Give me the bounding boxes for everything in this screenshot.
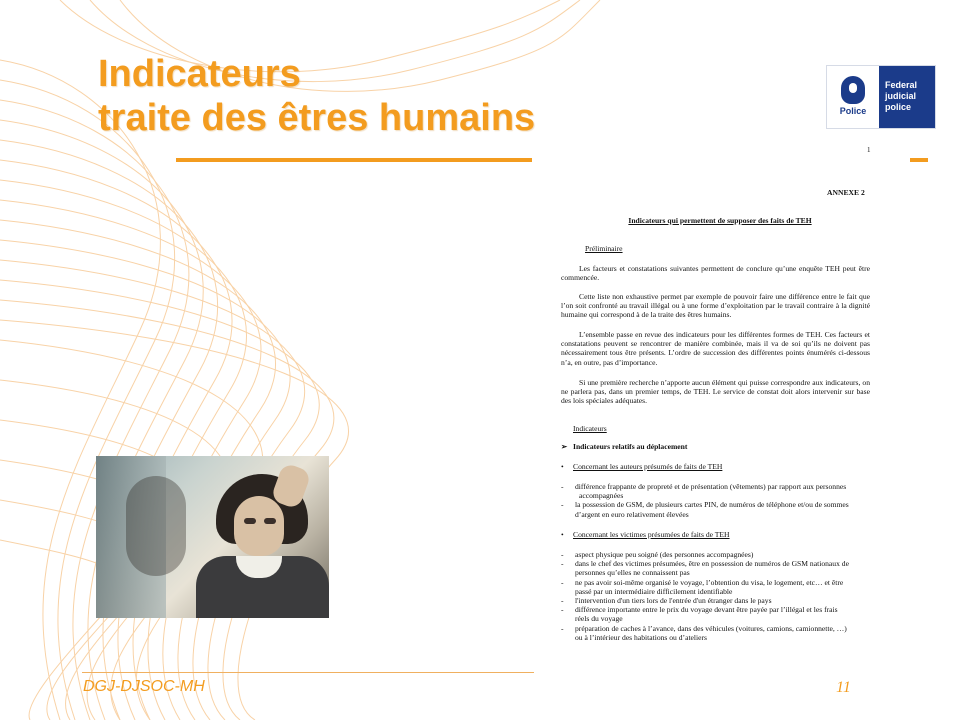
list-item: - préparation de caches à l’avance, dans des véhicules (voitures, camions, camionnette, …)	[561, 624, 870, 633]
annex-document-page	[533, 140, 907, 668]
document-section-1-title-text: Concernant les auteurs présumés de faits de TEH	[573, 462, 723, 471]
list-item: ou à l’intérieur des habitations ou d’ateliers	[575, 632, 708, 642]
police-emblem-icon	[841, 76, 865, 104]
logo-police-text: Police	[839, 106, 867, 116]
document-section-1-title	[561, 462, 722, 471]
list-item: - différence importante entre le prix du voyage devant être payée par l’illégal et les frais	[561, 605, 870, 614]
list-item: accompagnées	[579, 491, 624, 501]
document-main-bullet	[561, 442, 687, 451]
victim-photo	[96, 456, 329, 618]
list-item: - la possession de GSM, de plusieurs cartes PIN, de numéros de téléphone et/ou de sommes	[561, 500, 870, 509]
list-item: - aspect physique peu soigné (des personnes accompagnées)	[561, 550, 870, 559]
footer-department-label: DGJ-DJSOC-MH	[83, 678, 205, 695]
document-section-2-list	[561, 550, 870, 642]
federal-police-logo	[826, 65, 936, 129]
photo-eye	[264, 518, 276, 524]
logo-line-federal: Federal	[885, 80, 918, 90]
document-section-2-title	[561, 530, 730, 539]
arrow-bullet-icon: ➢	[561, 442, 568, 451]
document-preliminary-label: Préliminaire	[585, 244, 623, 253]
photo-face	[234, 496, 284, 556]
slide-page-number: 11	[836, 679, 851, 696]
list-item: - ne pas avoir soi-même organisé le voyage, l’obtention du visa, le logement, etc… et être	[561, 578, 870, 587]
list-item: d’argent en euro relativement élevées	[575, 509, 689, 519]
document-paragraph: Si une première recherche n’apporte aucun élément qui puisse correspondre aux indicateurs, on ne parlera pas, dans un premier temps, de TEH. Le service de constat doit alors intervenir sur base des lois spéciales adéquates.	[561, 378, 870, 406]
document-main-bullet-text: Indicateurs relatifs au déplacement	[573, 442, 688, 451]
logo-text-panel	[879, 66, 935, 128]
list-item: - dans le chef des victimes présumées, être en possession de numéros de GSM nationaux de	[561, 559, 870, 568]
slide-title-line-2: traite des êtres humains	[98, 97, 536, 139]
photo-eye	[244, 518, 256, 524]
document-section-2-title-text: Concernant les victimes présumées de faits de TEH	[573, 530, 730, 539]
document-section-1-list	[561, 482, 870, 519]
title-underline	[176, 158, 532, 162]
list-item: réels du voyage	[575, 614, 623, 624]
document-heading: Indicateurs qui permettent de supposer des faits de TEH	[628, 216, 812, 225]
document-paragraph: Cette liste non exhaustive permet par exemple de pouvoir faire une différence entre le fait que l’on soit confronté au travail illégal ou à une forme d’exploitation par le travail contraire à la dignité humaine qui correspond à de la traite des êtres humains.	[561, 292, 870, 320]
list-item: passé par un intermédiaire difficilement identifiable	[575, 586, 733, 596]
list-item: - différence frappante de propreté et de présentation (vêtements) par rapport aux personnes	[561, 482, 870, 491]
bullet-dot-icon: •	[561, 462, 564, 471]
slide-title-line-1: Indicateurs	[98, 53, 301, 95]
orange-accent-mark	[910, 158, 928, 162]
document-paragraph: L’ensemble passe en revue des indicateurs pour les différentes formes de TEH. Ces facteurs et constatations peuvent se rencontrer de manière combinée, mais il va de soi qu’ils ne doivent pas nécessairement tous être présents. L’ordre de succession des différentes points énumérés ci-dessous n’a, en outre, pas d’importance.	[561, 330, 870, 367]
document-indicators-label: Indicateurs	[573, 424, 607, 433]
footer-divider	[82, 672, 534, 673]
logo-line-police: police	[885, 102, 912, 112]
logo-line-judicial: judicial	[885, 91, 917, 101]
logo-emblem-panel	[827, 66, 879, 128]
list-item: personnes qu’elles ne connaissent pas	[575, 568, 690, 578]
photo-reflection	[126, 476, 186, 576]
document-paragraph: Les facteurs et constatations suivantes permettent de conclure qu’une enquête TEH peut être commencée.	[561, 264, 870, 283]
document-annex-label: ANNEXE 2	[827, 188, 865, 197]
document-page-number: 1	[867, 146, 871, 154]
slide-title	[98, 52, 535, 140]
bullet-dot-icon: •	[561, 530, 564, 539]
list-item: - l'intervention d'un tiers lors de l'entrée d'un étranger dans le pays	[561, 596, 870, 605]
